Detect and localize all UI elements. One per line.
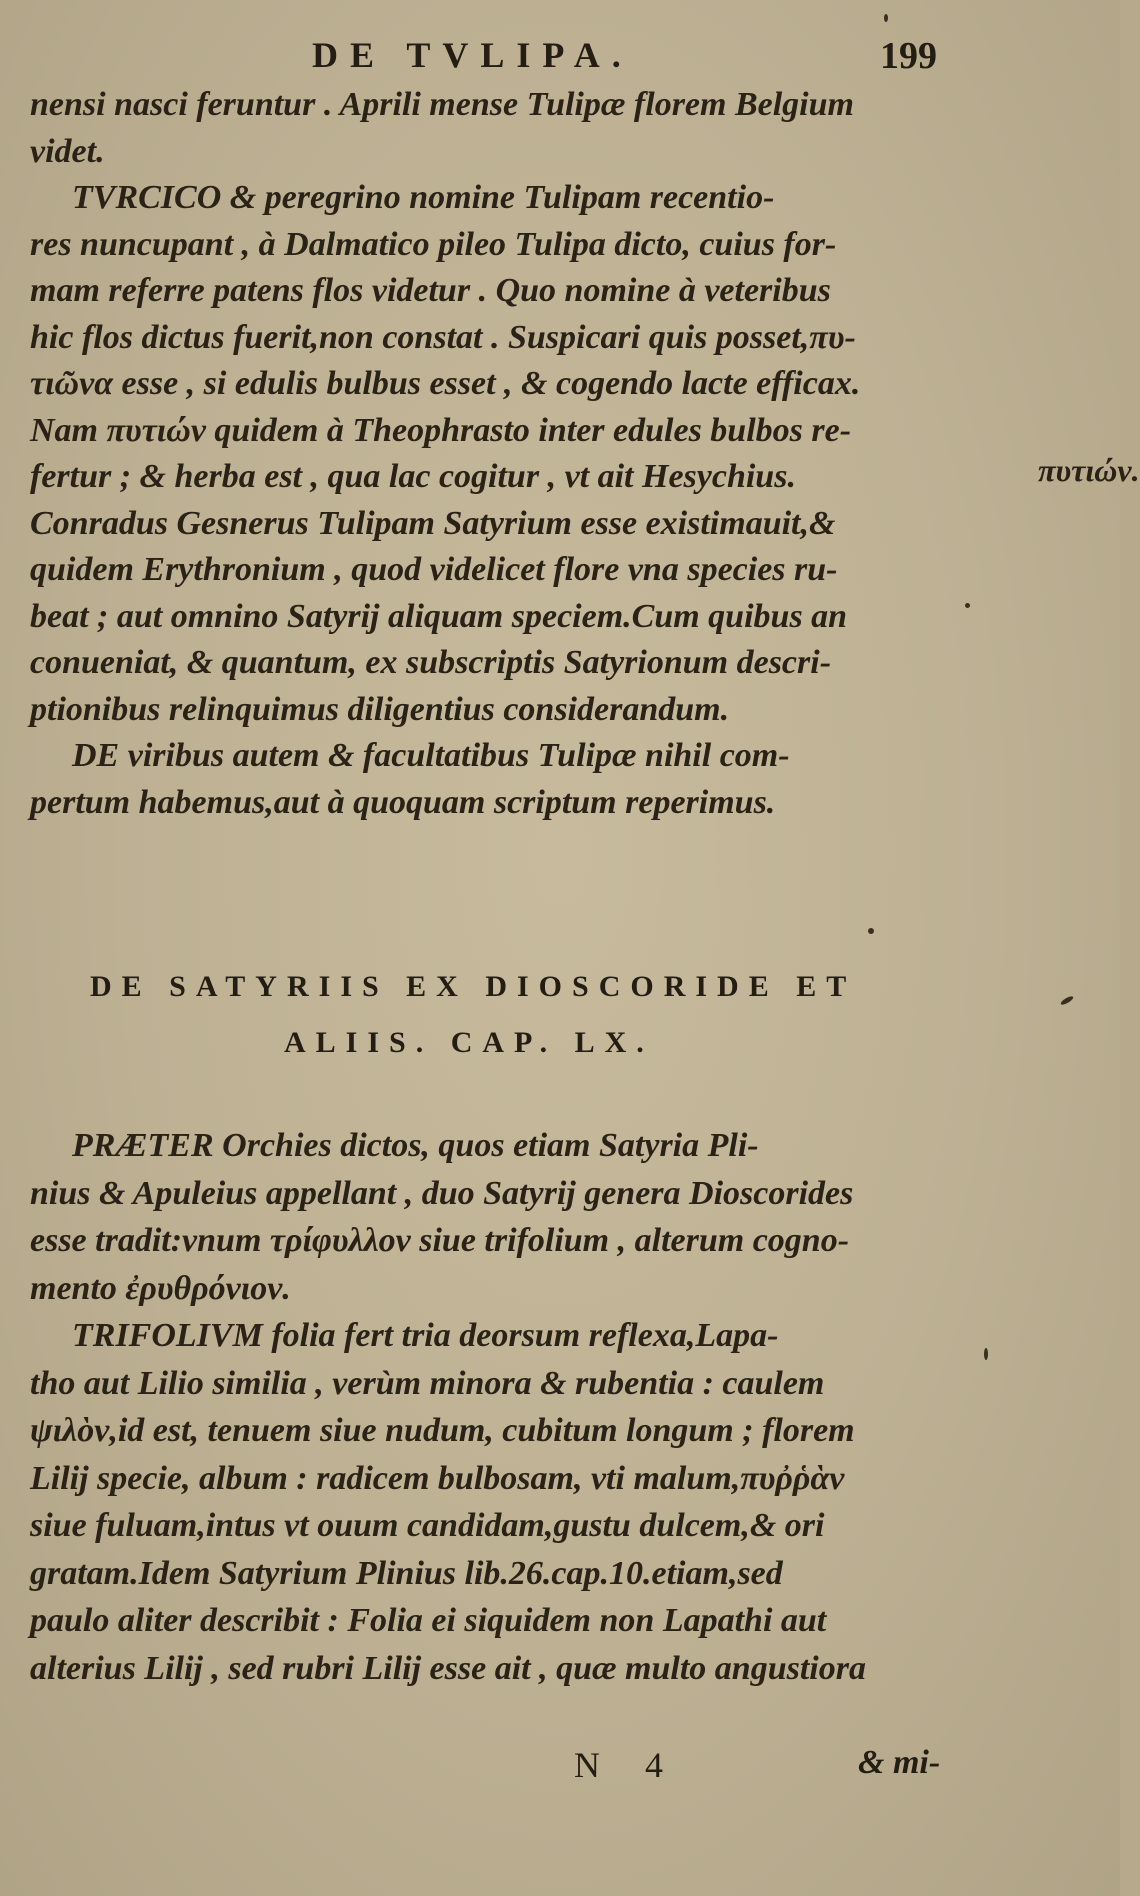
text-line: mam referre patens flos videtur . Quo nomine à veteribus bbox=[30, 272, 831, 309]
text-line: Nam πυτιών quidem à Theophrasto inter edules bulbos re- bbox=[30, 411, 852, 449]
ink-speck bbox=[884, 14, 888, 22]
text-line: ψιλὸν,id est, tenuem siue nudum, cubitum longum ; florem bbox=[30, 1412, 855, 1449]
text-line: TRIFOLIVM folia fert tria deorsum reflexa,Lapa- bbox=[72, 1317, 779, 1354]
text-line: paulo aliter describit : Folia ei siquidem non Lapathi aut bbox=[30, 1602, 827, 1639]
catchword: & mi- bbox=[858, 1744, 941, 1781]
text-line: gratam.Idem Satyrium Plinius lib.26.cap.10.etiam,sed bbox=[30, 1554, 783, 1592]
text-line: nensi nasci feruntur . Aprili mense Tulipæ florem Belgium bbox=[30, 86, 854, 123]
satyriis-text-block bbox=[30, 1122, 970, 1692]
text-line: conueniat, & quantum, ex subscriptis Satyrionum descri- bbox=[30, 644, 832, 681]
page-header bbox=[0, 34, 1120, 84]
signature-mark: N 4 bbox=[574, 1745, 681, 1785]
margin-note: πυτιών. bbox=[1038, 452, 1140, 488]
text-line: Lilij specie, album : radicem bulbosam, vti malum,πυῤῥὰν bbox=[30, 1459, 845, 1497]
text-line: pertum habemus,aut à quoquam scriptum reperimus. bbox=[30, 783, 776, 821]
text-line: videt. bbox=[30, 132, 105, 170]
text-line: TVRCICO & peregrino nomine Tulipam recentio- bbox=[72, 179, 775, 216]
text-line: hic flos dictus fuerit,non constat . Suspicari quis posset,πυ- bbox=[30, 318, 856, 356]
running-title: DE TVLIPA. bbox=[312, 35, 633, 75]
text-line: nius & Apuleius appellant , duo Satyrij genera Dioscorides bbox=[30, 1174, 854, 1212]
text-line: mento ἐρυθρόνιον. bbox=[30, 1269, 291, 1307]
text-line: DE viribus autem & facultatibus Tulipæ nihil com- bbox=[72, 737, 790, 774]
ink-speck bbox=[1060, 995, 1075, 1006]
text-line: res nuncupant , à Dalmatico pileo Tulipa dicto, cuius for- bbox=[30, 225, 837, 263]
text-line: quidem Erythronium , quod videlicet flore vna species ru- bbox=[30, 551, 838, 588]
chapter-heading-line2: ALIIS. CAP. LX. bbox=[284, 1026, 654, 1059]
text-line: alterius Lilij , sed rubri Lilij esse ait , quæ multo angustiora bbox=[30, 1649, 866, 1687]
page-number: 199 bbox=[880, 35, 937, 77]
text-line: siue fuluam,intus vt ouum candidam,gustu dulcem,& ori bbox=[30, 1507, 825, 1544]
text-line: ptionibus relinquimus diligentius considerandum. bbox=[30, 690, 730, 728]
text-line: beat ; aut omnino Satyrij aliquam speciem.Cum quibus an bbox=[30, 597, 848, 635]
text-line: fertur ; & herba est , qua lac cogitur , vt ait Hesychius. bbox=[30, 458, 796, 495]
text-line: PRÆTER Orchies dictos, quos etiam Satyria Pli- bbox=[72, 1127, 759, 1164]
ink-speck bbox=[868, 928, 874, 934]
text-line: tho aut Lilio similia , verùm minora & rubentia : caulem bbox=[30, 1364, 825, 1402]
text-line: Conradus Gesnerus Tulipam Satyrium esse existimauit,& bbox=[30, 504, 836, 542]
ink-speck bbox=[984, 1348, 988, 1360]
ink-speck bbox=[965, 603, 970, 608]
text-line: τιῶνα esse , si edulis bulbus esset , & cogendo lacte efficax. bbox=[30, 365, 861, 402]
tulipa-text-block bbox=[30, 82, 970, 826]
chapter-heading-line1: DE SATYRIIS EX DIOSCORIDE ET bbox=[90, 970, 857, 1003]
text-line: esse tradit:vnum τρίφυλλον siue trifolium , alterum cogno- bbox=[30, 1222, 850, 1259]
